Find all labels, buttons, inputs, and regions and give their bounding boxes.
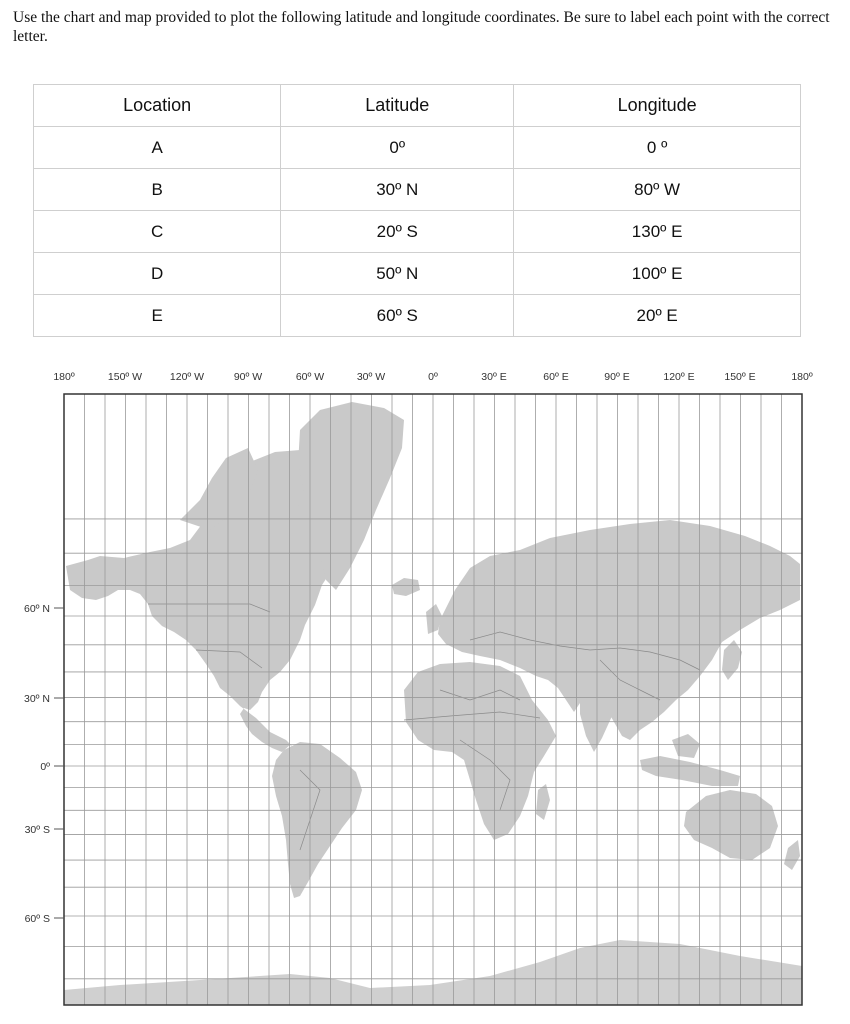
cell-longitude: 20º E [514,295,801,337]
longitude-label: 150º E [724,371,756,383]
longitude-label: 60º W [295,371,325,383]
longitude-label: 60º E [543,371,569,383]
latitude-label: 60º N [23,603,50,615]
latitude-label: 30º S [24,824,50,836]
cell-latitude: 60º S [281,295,514,337]
latitude-label: 0º [40,761,50,773]
cell-location: D [34,253,281,295]
cell-longitude: 100º E [514,253,801,295]
cell-location: C [34,211,281,253]
header-location: Location [34,85,281,127]
longitude-label: 120º W [169,371,205,383]
longitude-label: 120º E [663,371,695,383]
latitude-ticks [54,608,64,918]
longitude-label: 90º W [233,371,263,383]
longitude-label: 30º E [481,371,507,383]
latitude-label: 60º S [24,913,50,925]
longitude-label: 30º W [356,371,386,383]
longitude-label: 180º [791,371,813,383]
longitude-label: 180º [53,371,75,383]
header-longitude: Longitude [514,85,801,127]
longitude-label: 90º E [604,371,630,383]
cell-latitude: 30º N [281,169,514,211]
cell-location: A [34,127,281,169]
cell-latitude: 20º S [281,211,514,253]
cell-longitude: 0 º [514,127,801,169]
instructions-text: Use the chart and map provided to plot the following latitude and longitude coordinates. Be sure to label each point with the correct letter. [13,9,830,45]
longitude-label: 0º [428,371,438,383]
longitude-labels [53,371,813,383]
cell-location: B [34,169,281,211]
latitude-label: 30º N [23,693,50,705]
cell-longitude: 130º E [514,211,801,253]
latitude-labels [24,603,50,925]
cell-location: E [34,295,281,337]
header-latitude: Latitude [281,85,514,127]
cell-latitude: 0º [281,127,514,169]
cell-latitude: 50º N [281,253,514,295]
longitude-label: 150º W [107,371,143,383]
cell-longitude: 80º W [514,169,801,211]
